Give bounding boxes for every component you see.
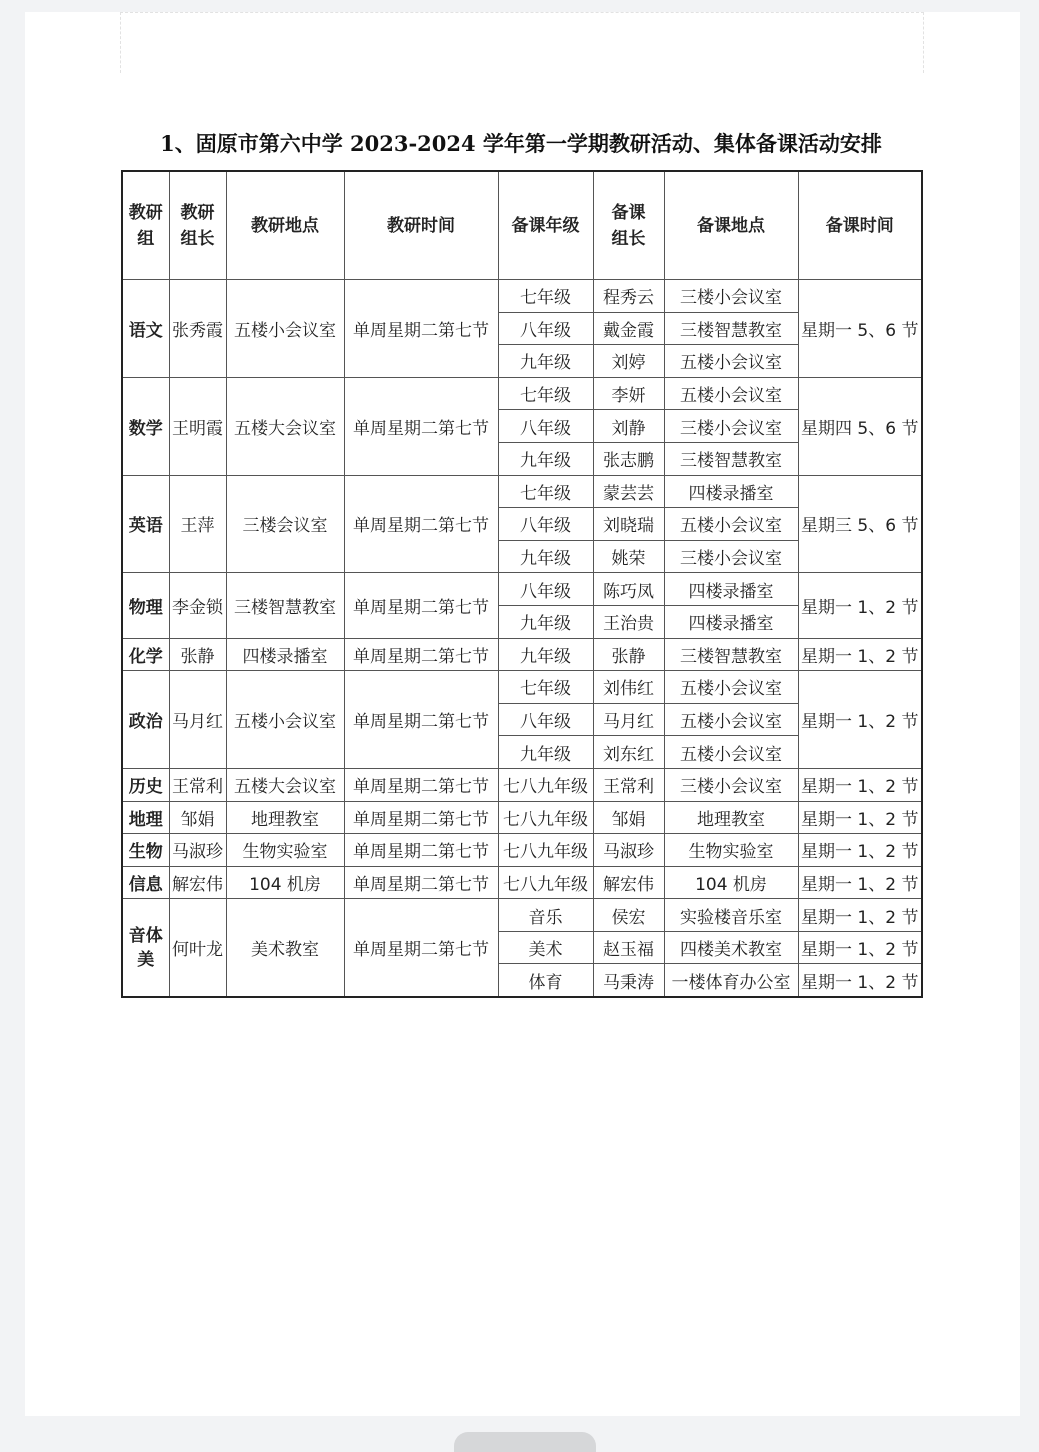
prep-leader-cell: 马秉涛 bbox=[593, 964, 664, 997]
table-row bbox=[122, 768, 922, 801]
table-row bbox=[122, 866, 922, 899]
prep-grade-cell: 音乐 bbox=[498, 899, 593, 932]
table-row bbox=[122, 475, 922, 508]
prep-location-cell: 实验楼音乐室 bbox=[664, 899, 798, 932]
research-location-cell: 三楼会议室 bbox=[226, 475, 344, 573]
prep-leader-cell: 赵玉福 bbox=[593, 931, 664, 964]
prep-leader-cell: 刘伟红 bbox=[593, 671, 664, 704]
prep-location-cell: 五楼小会议室 bbox=[664, 671, 798, 704]
prep-grade-cell: 七年级 bbox=[498, 377, 593, 410]
research-time-cell: 单周星期二第七节 bbox=[344, 280, 498, 378]
schedule-body bbox=[122, 280, 922, 998]
prep-location-cell: 三楼小会议室 bbox=[664, 540, 798, 573]
group-leader-cell: 何叶龙 bbox=[169, 899, 226, 997]
prep-location-cell: 三楼智慧教室 bbox=[664, 312, 798, 345]
schedule-table bbox=[121, 170, 923, 998]
prep-grade-cell: 美术 bbox=[498, 931, 593, 964]
prep-leader-cell: 姚荣 bbox=[593, 540, 664, 573]
group-leader-cell: 马淑珍 bbox=[169, 834, 226, 867]
prep-grade-cell: 九年级 bbox=[498, 605, 593, 638]
group-leader-cell: 马月红 bbox=[169, 671, 226, 769]
group-cell: 英语 bbox=[122, 475, 169, 573]
prep-grade-cell: 七八九年级 bbox=[498, 768, 593, 801]
prep-leader-cell: 刘婷 bbox=[593, 345, 664, 378]
prep-leader-cell: 刘静 bbox=[593, 410, 664, 443]
document-title: 1、固原市第六中学 2023-2024 学年第一学期教研活动、集体备课活动安排 bbox=[160, 131, 882, 156]
group-cell: 生物 bbox=[122, 834, 169, 867]
prep-location-cell: 三楼小会议室 bbox=[664, 280, 798, 313]
prep-time-cell: 星期一 5、6 节 bbox=[798, 280, 922, 378]
prep-leader-cell: 解宏伟 bbox=[593, 866, 664, 899]
group-leader-cell: 张秀霞 bbox=[169, 280, 226, 378]
table-row bbox=[122, 801, 922, 834]
header-row bbox=[122, 171, 922, 280]
prep-leader-cell: 戴金霞 bbox=[593, 312, 664, 345]
prep-grade-cell: 七八九年级 bbox=[498, 866, 593, 899]
group-cell: 化学 bbox=[122, 638, 169, 671]
prep-leader-cell: 邹娟 bbox=[593, 801, 664, 834]
research-location-cell: 104 机房 bbox=[226, 866, 344, 899]
research-time-cell: 单周星期二第七节 bbox=[344, 475, 498, 573]
prep-location-cell: 五楼小会议室 bbox=[664, 345, 798, 378]
prep-grade-cell: 八年级 bbox=[498, 312, 593, 345]
table-row bbox=[122, 834, 922, 867]
prep-location-cell: 三楼小会议室 bbox=[664, 410, 798, 443]
prep-leader-cell: 陈巧凤 bbox=[593, 573, 664, 606]
prep-leader-cell: 刘晓瑞 bbox=[593, 508, 664, 541]
table-row bbox=[122, 638, 922, 671]
prep-leader-cell: 李妍 bbox=[593, 377, 664, 410]
prep-grade-cell: 九年级 bbox=[498, 736, 593, 769]
prep-grade-cell: 八年级 bbox=[498, 703, 593, 736]
prep-grade-cell: 八年级 bbox=[498, 410, 593, 443]
research-location-cell: 五楼大会议室 bbox=[226, 768, 344, 801]
prep-time-cell: 星期一 1、2 节 bbox=[798, 671, 922, 769]
prep-location-cell: 地理教室 bbox=[664, 801, 798, 834]
prep-time-cell: 星期一 1、2 节 bbox=[798, 834, 922, 867]
prep-grade-cell: 七年级 bbox=[498, 280, 593, 313]
prep-grade-cell: 八年级 bbox=[498, 573, 593, 606]
prep-location-cell: 四楼录播室 bbox=[664, 573, 798, 606]
page-frame bbox=[120, 12, 924, 73]
group-cell: 地理 bbox=[122, 801, 169, 834]
prep-time-cell: 星期一 1、2 节 bbox=[798, 573, 922, 638]
table-row bbox=[122, 671, 922, 704]
prep-leader-cell: 张志鹏 bbox=[593, 442, 664, 475]
prep-leader-cell: 王常利 bbox=[593, 768, 664, 801]
group-leader-cell: 王萍 bbox=[169, 475, 226, 573]
prep-time-cell: 星期一 1、2 节 bbox=[798, 801, 922, 834]
header-prep-grade: 备课年级 bbox=[498, 171, 593, 280]
research-time-cell: 单周星期二第七节 bbox=[344, 866, 498, 899]
research-time-cell: 单周星期二第七节 bbox=[344, 899, 498, 997]
research-time-cell: 单周星期二第七节 bbox=[344, 671, 498, 769]
bottom-handle[interactable] bbox=[454, 1432, 596, 1452]
prep-location-cell: 生物实验室 bbox=[664, 834, 798, 867]
research-time-cell: 单周星期二第七节 bbox=[344, 801, 498, 834]
prep-location-cell: 三楼小会议室 bbox=[664, 768, 798, 801]
research-location-cell: 生物实验室 bbox=[226, 834, 344, 867]
document-page bbox=[25, 12, 1020, 1416]
prep-grade-cell: 九年级 bbox=[498, 345, 593, 378]
prep-location-cell: 五楼小会议室 bbox=[664, 377, 798, 410]
prep-location-cell: 104 机房 bbox=[664, 866, 798, 899]
research-location-cell: 五楼小会议室 bbox=[226, 280, 344, 378]
prep-location-cell: 五楼小会议室 bbox=[664, 508, 798, 541]
header-research-location: 教研地点 bbox=[226, 171, 344, 280]
research-location-cell: 四楼录播室 bbox=[226, 638, 344, 671]
group-cell: 音体美 bbox=[122, 899, 169, 997]
table-row bbox=[122, 573, 922, 606]
prep-location-cell: 三楼智慧教室 bbox=[664, 442, 798, 475]
research-location-cell: 三楼智慧教室 bbox=[226, 573, 344, 638]
table-row bbox=[122, 280, 922, 313]
prep-grade-cell: 九年级 bbox=[498, 540, 593, 573]
prep-time-cell: 星期一 1、2 节 bbox=[798, 638, 922, 671]
prep-location-cell: 五楼小会议室 bbox=[664, 736, 798, 769]
prep-leader-cell: 刘东红 bbox=[593, 736, 664, 769]
group-leader-cell: 王明霞 bbox=[169, 377, 226, 475]
header-prep-time: 备课时间 bbox=[798, 171, 922, 280]
research-time-cell: 单周星期二第七节 bbox=[344, 768, 498, 801]
group-cell: 语文 bbox=[122, 280, 169, 378]
group-cell: 历史 bbox=[122, 768, 169, 801]
prep-time-cell: 星期一 1、2 节 bbox=[798, 964, 922, 997]
group-cell: 政治 bbox=[122, 671, 169, 769]
prep-leader-cell: 侯宏 bbox=[593, 899, 664, 932]
header-prep-location: 备课地点 bbox=[664, 171, 798, 280]
prep-location-cell: 四楼录播室 bbox=[664, 475, 798, 508]
prep-grade-cell: 七八九年级 bbox=[498, 834, 593, 867]
research-time-cell: 单周星期二第七节 bbox=[344, 638, 498, 671]
header-group-leader: 教研组长 bbox=[169, 171, 226, 280]
prep-time-cell: 星期一 1、2 节 bbox=[798, 866, 922, 899]
prep-location-cell: 五楼小会议室 bbox=[664, 703, 798, 736]
prep-grade-cell: 九年级 bbox=[498, 442, 593, 475]
prep-grade-cell: 七年级 bbox=[498, 671, 593, 704]
header-prep-leader: 备课组长 bbox=[593, 171, 664, 280]
prep-leader-cell: 王治贵 bbox=[593, 605, 664, 638]
research-location-cell: 美术教室 bbox=[226, 899, 344, 997]
prep-time-cell: 星期四 5、6 节 bbox=[798, 377, 922, 475]
research-time-cell: 单周星期二第七节 bbox=[344, 377, 498, 475]
prep-leader-cell: 马月红 bbox=[593, 703, 664, 736]
group-leader-cell: 李金锁 bbox=[169, 573, 226, 638]
table-row bbox=[122, 899, 922, 932]
header-group: 教研组 bbox=[122, 171, 169, 280]
prep-time-cell: 星期一 1、2 节 bbox=[798, 899, 922, 932]
research-time-cell: 单周星期二第七节 bbox=[344, 834, 498, 867]
prep-grade-cell: 七八九年级 bbox=[498, 801, 593, 834]
prep-grade-cell: 九年级 bbox=[498, 638, 593, 671]
prep-time-cell: 星期一 1、2 节 bbox=[798, 931, 922, 964]
prep-leader-cell: 程秀云 bbox=[593, 280, 664, 313]
group-cell: 数学 bbox=[122, 377, 169, 475]
group-leader-cell: 张静 bbox=[169, 638, 226, 671]
prep-leader-cell: 蒙芸芸 bbox=[593, 475, 664, 508]
group-leader-cell: 王常利 bbox=[169, 768, 226, 801]
prep-leader-cell: 张静 bbox=[593, 638, 664, 671]
group-cell: 物理 bbox=[122, 573, 169, 638]
prep-location-cell: 四楼美术教室 bbox=[664, 931, 798, 964]
prep-leader-cell: 马淑珍 bbox=[593, 834, 664, 867]
prep-grade-cell: 八年级 bbox=[498, 508, 593, 541]
prep-grade-cell: 体育 bbox=[498, 964, 593, 997]
prep-time-cell: 星期三 5、6 节 bbox=[798, 475, 922, 573]
group-cell: 信息 bbox=[122, 866, 169, 899]
group-leader-cell: 邹娟 bbox=[169, 801, 226, 834]
research-location-cell: 五楼大会议室 bbox=[226, 377, 344, 475]
prep-location-cell: 三楼智慧教室 bbox=[664, 638, 798, 671]
header-research-time: 教研时间 bbox=[344, 171, 498, 280]
group-leader-cell: 解宏伟 bbox=[169, 866, 226, 899]
research-time-cell: 单周星期二第七节 bbox=[344, 573, 498, 638]
table-row bbox=[122, 377, 922, 410]
prep-location-cell: 四楼录播室 bbox=[664, 605, 798, 638]
prep-location-cell: 一楼体育办公室 bbox=[664, 964, 798, 997]
research-location-cell: 地理教室 bbox=[226, 801, 344, 834]
research-location-cell: 五楼小会议室 bbox=[226, 671, 344, 769]
prep-time-cell: 星期一 1、2 节 bbox=[798, 768, 922, 801]
prep-grade-cell: 七年级 bbox=[498, 475, 593, 508]
